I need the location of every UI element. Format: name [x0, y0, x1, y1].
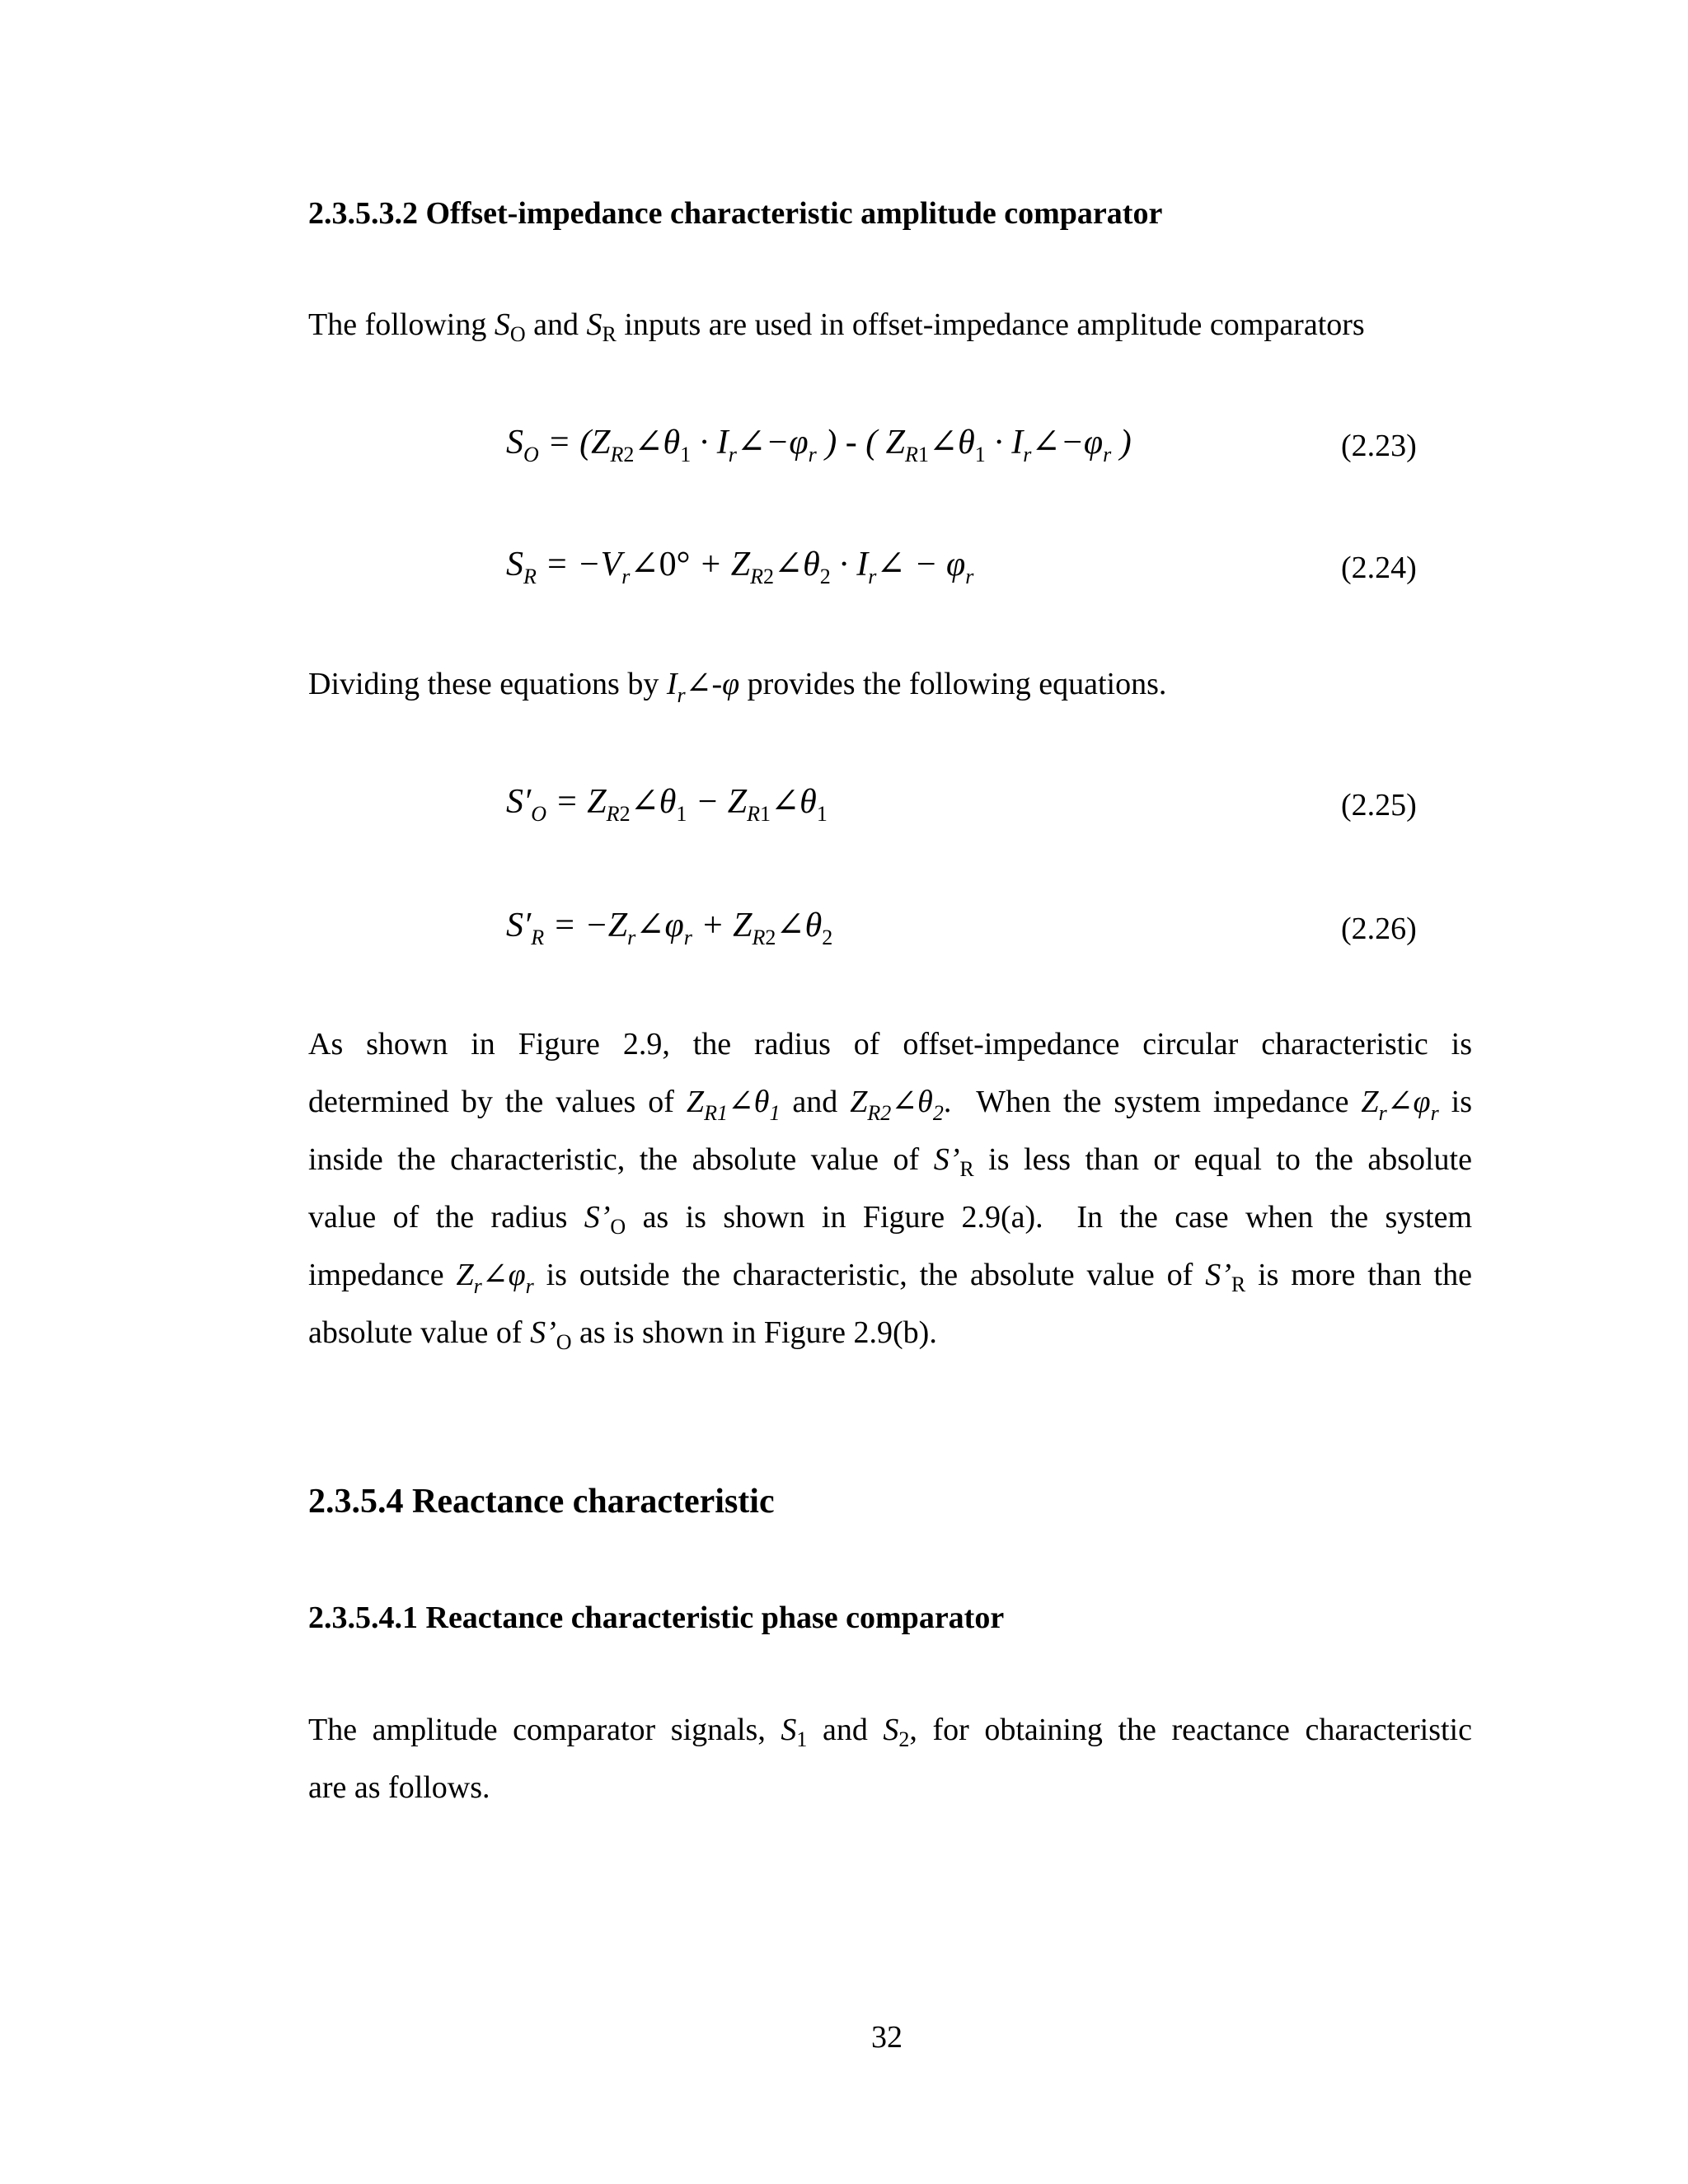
equation-2-25: $S'_O$ = $Z_{R2}\angle\theta_1$ − $Z_{R1}\angle\theta_1$ — [506, 783, 828, 826]
equation-2-24: $S_R$ = $-V_r\angle 0^\circ$ + $Z_{R2}\angle\theta_2$ · $I_r\angle - \varphi_r$ — [506, 546, 974, 588]
paragraph-line: inside the characteristic, the absolute value of $S’_R$ is less than or equal to the absolute — [308, 1142, 1472, 1181]
final-paragraph-line: The amplitude comparator signals, $S_1$ and $S_2$, for obtaining the reactance characteristic — [308, 1713, 1472, 1751]
equation-number: (2.26) — [1341, 912, 1417, 946]
intro-sentence: The following $S_O$ and $S_R$ inputs are used in offset-impedance amplitude comparators — [308, 307, 1365, 346]
final-paragraph-line: are as follows. — [308, 1770, 490, 1805]
paragraph-line: impedance $Z_r\angle\varphi_r$ is outside the characteristic, the absolute value of $S’_R$ is more than the — [308, 1258, 1472, 1298]
equation-number: (2.23) — [1341, 429, 1417, 463]
section-heading-2-3-5-3-2: 2.3.5.3.2 Offset-impedance characteristic amplitude comparator — [308, 196, 1163, 231]
paragraph-line: determined by the values of $Z_{R1}\angle\theta_1$ and $Z_{R2}\angle\theta_2$. When the system impedance $Z_r\angle\varphi_r$ is — [308, 1085, 1472, 1125]
equation-number: (2.24) — [1341, 551, 1417, 585]
dividing-sentence: Dividing these equations by $I_r\angle-\varphi$ provides the following equations. — [308, 667, 1167, 707]
section-heading-2-3-5-4-1: 2.3.5.4.1 Reactance characteristic phase comparator — [308, 1601, 1005, 1635]
equation-number: (2.25) — [1341, 788, 1417, 823]
paragraph-line: value of the radius $S’_O$ as is shown in Figure 2.9(a). In the case when the system — [308, 1200, 1473, 1239]
page-number: 32 — [871, 2020, 903, 2055]
paragraph-line: absolute value of $S’_O$ as is shown in Figure 2.9(b). — [308, 1315, 937, 1354]
section-heading-2-3-5-4: 2.3.5.4 Reactance characteristic — [308, 1483, 775, 1521]
equation-2-26: $S'_R$ = $-Z_r\angle\varphi_r$ + $Z_{R2}\angle\theta_2$ — [506, 907, 833, 949]
paragraph-line: As shown in Figure 2.9, the radius of offset-impedance circular characteristic is — [308, 1027, 1472, 1062]
equation-2-23: $S_O$ = ($Z_{R2}\angle\theta_1$ · $I_r\angle-\varphi_r$ ) - ( $Z_{R1}\angle\theta_1$ · $I_r\angle-\varphi_r$ ) — [506, 424, 1132, 466]
